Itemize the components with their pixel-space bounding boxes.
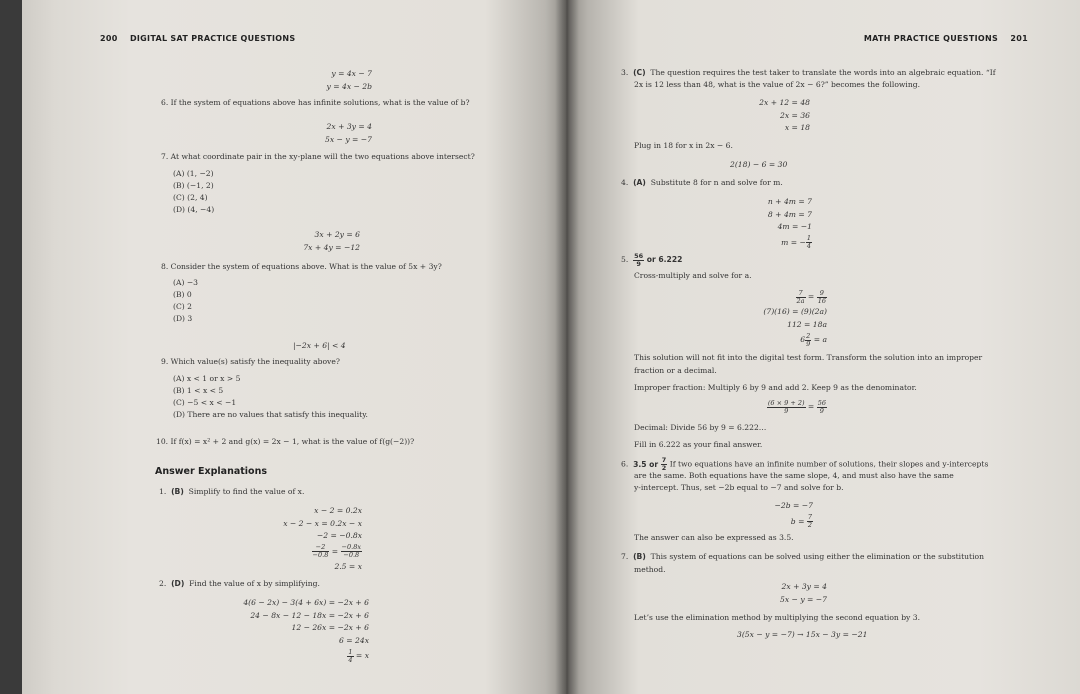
step: x − 2 − x = 0.2x − x: [283, 518, 362, 528]
question-9: 9. Which value(s) satisfy the inequality above?: [161, 357, 340, 366]
answer-choices: [173, 373, 368, 421]
step: 2(18) − 6 = 30: [730, 160, 788, 169]
step: 4m = −1: [777, 222, 812, 232]
fraction: $\frac{1}{4}$: [348, 647, 353, 664]
answer-text: y-intercept. Thus, set −2b equal to −7 and solve for b.: [634, 483, 844, 492]
equation: 3x + 2y = 6: [314, 230, 360, 239]
answer-text: Let’s use the elimination method by multiplying the second equation by 3.: [634, 613, 921, 622]
system-of-equations: [262, 229, 360, 254]
answer-letter: (B): [633, 552, 646, 561]
header-title: MATH PRACTICE QUESTIONS: [863, 34, 999, 43]
answer-text: Substitute 8 for n and solve for m.: [650, 178, 783, 187]
choice: (A) (1, −2): [173, 169, 214, 178]
system-of-equations: [292, 68, 372, 93]
step: 8 + 4m = 7: [767, 209, 812, 219]
answer-letter: (D): [171, 579, 185, 588]
choice: (D) (4, −4): [173, 205, 215, 214]
fraction-step: $\frac{(6 \times 9 + 2)}{9}$ = $\frac{56}{9}$: [767, 398, 826, 415]
answer-5: [621, 252, 682, 268]
choice: (B) 1 < x < 5: [173, 386, 224, 395]
fraction-step: $\frac{1}{4}$ = x: [348, 647, 369, 664]
answer-letter: (C): [633, 68, 646, 77]
fraction: $\frac{-0.8x}{-0.8}$: [341, 543, 361, 560]
item-number: 1.: [159, 487, 167, 496]
inequality: |−2x + 6| < 4: [293, 341, 346, 350]
choice: (A) −3: [173, 278, 199, 287]
answer-text: This system of equations can be solved using either the elimination or the substitution: [650, 552, 984, 561]
step: 2x + 12 = 48: [759, 98, 810, 107]
left-page-header: [100, 34, 295, 43]
fraction-step: m = − $\frac{1}{4}$: [781, 234, 811, 251]
question-6: 6. If the system of equations above has infinite solutions, what is the value of b?: [161, 98, 470, 107]
choice: (C) (2, 4): [173, 193, 208, 202]
worked-steps: [222, 597, 369, 665]
choice: (C) 2: [173, 302, 192, 311]
worked-steps: [252, 505, 362, 573]
page-number: 200: [100, 34, 118, 43]
step: 12 − 26x = −2x + 6: [291, 623, 369, 633]
item-number: 5.: [621, 255, 629, 264]
fraction-step: 6 $\frac{2}{9}$ = a: [800, 331, 827, 348]
answer-letter: (A): [633, 178, 646, 187]
answer-text: fraction or a decimal.: [634, 366, 717, 375]
book-spine-shadow: [555, 0, 579, 694]
answer-choices: [173, 277, 198, 325]
fraction: $\frac{56}{9}$: [634, 251, 644, 268]
section-heading: Answer Explanations: [155, 466, 267, 477]
worked-steps: [757, 500, 813, 531]
equation: 7x + 4y = −12: [303, 242, 360, 252]
system-of-equations: [747, 581, 827, 606]
answer-choices: [173, 168, 214, 216]
right-page: [567, 0, 1080, 694]
item-number: 2.: [159, 579, 167, 588]
answer-text: method.: [634, 565, 666, 574]
choice: (D) There are no values that satisfy this inequality.: [173, 410, 368, 419]
choice: (B) (−1, 2): [173, 181, 214, 190]
answer-letter: 3.5 or $\frac{7}{2}$: [633, 456, 667, 472]
worked-steps: [742, 196, 812, 252]
page-number: 201: [1010, 34, 1028, 43]
step: x = 18: [784, 123, 810, 133]
fraction-step: $\frac{-2}{-0.8}$ = $\frac{-0.8x}{-0.8}$: [312, 543, 361, 560]
equation: y = 4x − 7: [331, 69, 372, 78]
answer-text: Improper fraction: Multiply 6 by 9 and add 2. Keep 9 as the denominator.: [634, 383, 917, 392]
step: −2b = −7: [774, 501, 813, 510]
choice: (C) −5 < x < −1: [173, 398, 237, 407]
right-page-header: [864, 34, 1028, 43]
worked-steps: [747, 288, 827, 349]
answer-text: Simplify to find the value of x.: [188, 487, 305, 496]
item-number: 4.: [621, 178, 629, 187]
step: 2.5 = x: [334, 561, 362, 571]
left-page: [22, 0, 567, 694]
fraction: $\frac{-2}{-0.8}$: [312, 543, 329, 560]
answer-letter: (B): [171, 487, 184, 496]
choice: (B) 0: [173, 290, 192, 299]
answer-text: Cross-multiply and solve for a.: [634, 271, 752, 280]
step: −2 = −0.8x: [316, 531, 362, 541]
answer-text: Plug in 18 for x in 2x − 6.: [634, 141, 733, 150]
answer-1: [159, 487, 304, 497]
answer-text: Fill in 6.222 as your final answer.: [634, 440, 763, 449]
step: 6 = 24x: [339, 635, 369, 645]
answer-text: If two equations have an infinite number of solutions, their slopes and y-intercepts: [669, 459, 989, 469]
question-7: 7. At what coordinate pair in the xy-plane will the two equations above intersect?: [161, 152, 475, 161]
answer-text: Decimal: Divide 56 by 9 = 6.222…: [634, 423, 767, 432]
equation: y = 4x − 2b: [326, 81, 372, 91]
fraction-step: $\frac{7}{2a}$ = $\frac{9}{16}$: [796, 288, 826, 305]
step: 112 = 18a: [787, 319, 827, 329]
step: 2x = 36: [780, 110, 810, 120]
item-number: 3.: [621, 68, 629, 77]
choice: (D) 3: [173, 314, 193, 323]
answer-text: are the same. Both equations have the same slope, 4, and must also have the same: [634, 471, 954, 480]
step: 3(5x − y = −7) → 15x − 3y = −21: [737, 630, 868, 639]
answer-7: [621, 552, 984, 562]
equation: 5x − y = −7: [780, 594, 827, 604]
step: 24 − 8x − 12 − 18x = −2x + 6: [250, 610, 369, 620]
item-number: 6.: [621, 459, 629, 469]
answer-3: [621, 68, 996, 78]
answer-letter: $\frac{56}{9}$ or 6.222: [634, 251, 683, 268]
answer-text: Find the value of x by simplifying.: [189, 579, 320, 588]
item-number: 7.: [621, 552, 629, 561]
answer-text: This solution will not fit into the digital test form. Transform the solution into an improper: [634, 353, 983, 362]
fraction-step: b = $\frac{7}{2}$: [790, 513, 812, 530]
header-title: DIGITAL SAT PRACTICE QUESTIONS: [129, 34, 296, 43]
question-8: 8. Consider the system of equations above. What is the value of 5x + 3y?: [161, 262, 442, 271]
answer-text: The question requires the test taker to translate the words into an algebraic equation. “If: [650, 68, 996, 77]
question-10: 10. If f(x) = x² + 2 and g(x) = 2x − 1, what is the value of f(g(−2))?: [156, 437, 415, 446]
step: n + 4m = 7: [767, 197, 812, 206]
equation: 2x + 3y = 4: [326, 122, 372, 131]
step: x − 2 = 0.2x: [314, 506, 362, 515]
fraction: $\frac{1}{4}$: [806, 234, 811, 251]
equation: 2x + 3y = 4: [781, 582, 827, 591]
step: (7)(16) = (9)(2a): [763, 307, 827, 316]
answer-text: 2x is 12 less than 48, what is the value of 2x − 6?” becomes the following.: [634, 80, 920, 89]
answer-2: [159, 579, 320, 589]
step: 4(6 − 2x) − 3(4 + 6x) = −2x + 6: [243, 598, 369, 607]
answer-text: The answer can also be expressed as 3.5.: [634, 533, 794, 542]
worked-steps: [717, 97, 810, 135]
system-of-equations: [282, 121, 372, 146]
equation: 5x − y = −7: [325, 134, 372, 144]
answer-4: [621, 178, 783, 188]
answer-6: [621, 457, 988, 472]
choice: (A) x < 1 or x > 5: [173, 374, 241, 383]
